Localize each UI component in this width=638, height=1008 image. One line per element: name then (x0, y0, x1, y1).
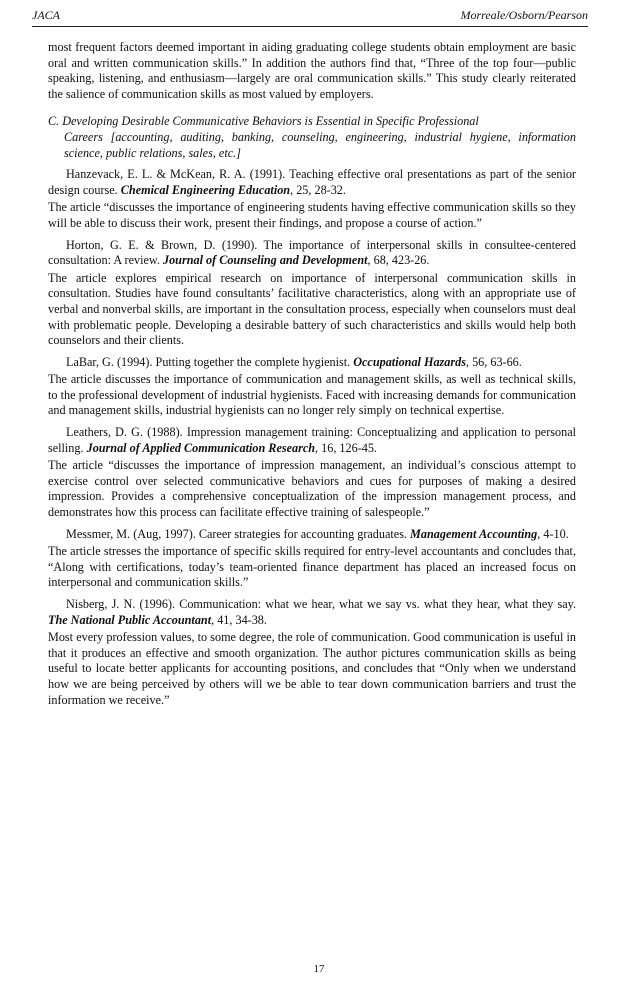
citation: LaBar, G. (1994). Putting together the complete hygienist. Occupational Hazards, 56, 63-66. (66, 354, 522, 369)
entry-leathers (48, 425, 576, 521)
journal-title: Occupational Hazards (353, 354, 466, 369)
citation: Horton, G. E. & Brown, D. (1990). The importance of interpersonal skills in consultee-centered consultation: A review. Journal of Counseling and Development, 68, 423-26. (48, 237, 576, 268)
page-number: 17 (313, 963, 325, 975)
authors-running-head: Morreale/Osborn/Pearson (460, 8, 588, 22)
citation: Messmer, M. (Aug, 1997). Career strategies for accounting graduates. Management Accounting, 4-10. (66, 526, 569, 541)
entry-messmer (48, 527, 576, 591)
journal-title: Chemical Engineering Education (120, 182, 291, 197)
entry-labar (48, 355, 576, 419)
entry-nisberg (48, 597, 576, 708)
annotation: The article discusses the importance of communication and management skills, as well as technical skills, to the professional development of industrial hygienists. Faced with increasing demands for communication and management skills, industrial hygienists can no longer rely simply on technical expertise. (48, 372, 576, 418)
journal-title: Management Accounting (410, 526, 538, 541)
journal-title: Journal of Counseling and Development (162, 253, 368, 268)
main-text (48, 40, 576, 712)
entry-horton (48, 238, 576, 349)
citation: Leathers, D. G. (1988). Impression management training: Conceptualizing and application to personal selling. Journal of Applied Communication Research, 16, 126-45. (48, 425, 576, 455)
annotation: Most every profession values, to some degree, the role of communication. Good communication is useful in that it produces an effective and smooth organization. The author pictures communication skills as being useful to locate better applicants for accounting positions, and concludes that “Only when we understand how we are being perceived by others will we be able to tear down communication barriers and trust the information we receive.” (48, 630, 576, 707)
annotation: The article explores empirical research on importance of interpersonal communication skills in consultation. Studies have found consultants’ facilitative characteristics, along with an appropriate use of verbal and nonverbal skills, are important in the consultation process, especially when counselors must deal with problematic people. Developing a desirable battery of such characteristics and skills would help both counselors and their clients. (48, 270, 576, 348)
annotation: The article “discusses the importance of engineering students having effective communication skills so they will be able to discuss their work, present their findings, and propose a course of action.” (48, 200, 576, 230)
section-heading-subtitle: Careers [accounting, auditing, banking, counseling, engineering, industrial hygiene, information science, public relations, sales, etc.] (64, 129, 576, 160)
section-heading (48, 114, 576, 161)
journal-title: The National Public Accountant (48, 612, 212, 627)
intro-paragraph: most frequent factors deemed important in aiding graduating college students obtain employment are basic oral and written communication skills.” In addition the authors find that, “Three of the top four—public speaking, listening, and enthusiasm—largely are oral communication skills.” This study clearly reiterated the salience of communication skills as most valued by employers. (48, 40, 576, 101)
entry-hanzevack (48, 167, 576, 231)
journal-title: Journal of Applied Communication Research (86, 440, 316, 455)
annotation: The article “discusses the importance of impression management, an individual’s conscious attempt to exercise control over selected communicative behaviors and cues for purposes of making a desired impression. Provides a comprehensive conceptualization of the impression management process, and demonstrates how this process can facilitate effective training of salespeople.” (48, 458, 576, 520)
annotation: The article stresses the importance of specific skills required for entry-level accountants and concludes that, “Along with certifications, today’s team-oriented finance department has placed an increased focus on interpersonal and communication skills.” (48, 544, 576, 590)
section-heading-title: C. Developing Desirable Communicative Behaviors is Essential in Specific Professional (48, 114, 479, 129)
running-header (32, 4, 588, 27)
citation: Hanzevack, E. L. & McKean, R. A. (1991). Teaching effective oral presentations as part of the senior design course. Chemical Engineering Education, 25, 28-32. (48, 167, 576, 197)
journal-abbreviation: JACA (32, 8, 60, 22)
citation: Nisberg, J. N. (1996). Communication: what we hear, what we say vs. what they hear, what they say. The National Public Accountant, 41, 34-38. (48, 597, 576, 627)
